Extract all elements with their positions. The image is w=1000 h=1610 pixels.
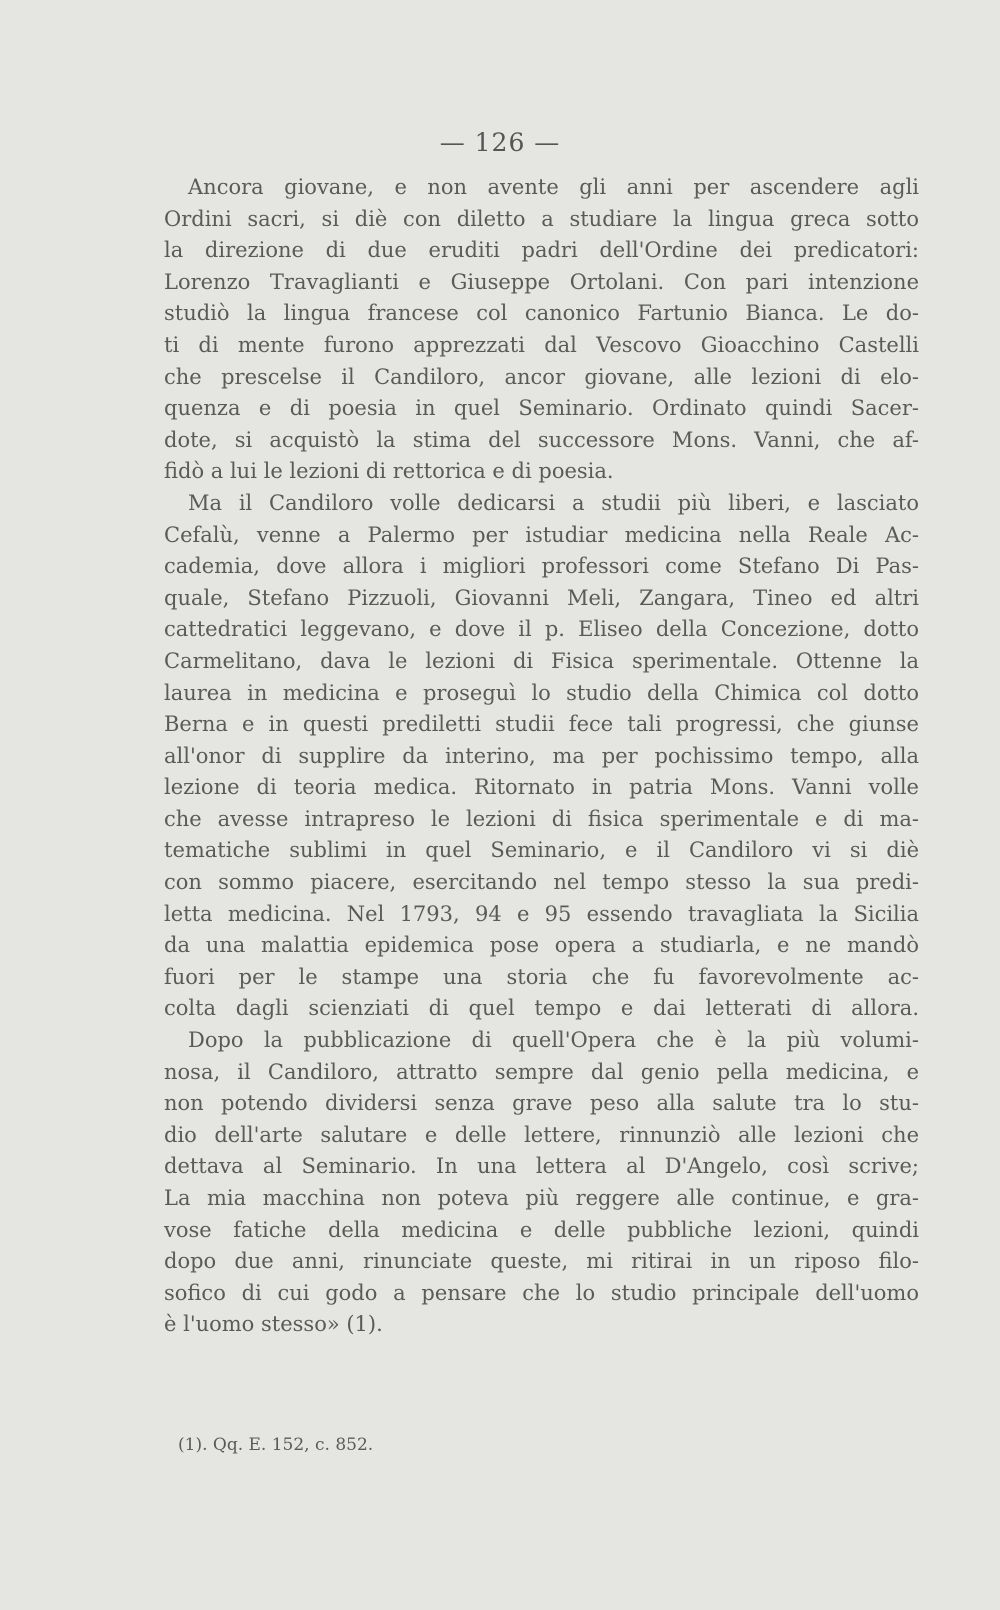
text-line: Ma il Candiloro volle dedicarsi a studii più liberi, e lasciato — [188, 490, 919, 515]
text-line: dio dell'arte salutare e delle lettere, rinnunziò alle lezioni che — [164, 1122, 919, 1147]
text-line: quenza e di poesia in quel Seminario. Ordinato quindi Sacer- — [164, 396, 919, 421]
text-line: tematiche sublimi in quel Seminario, e il Candiloro vi si diè — [164, 838, 919, 863]
text-line: è l'uomo stesso» (1). — [164, 1312, 383, 1337]
text-line: fuori per le stampe una storia che fu favorevolmente ac- — [164, 964, 919, 989]
footnote: (1). Qq. E. 152, c. 852. — [178, 1435, 374, 1455]
text-line: ti di mente furono apprezzati dal Vescovo Gioacchino Castelli — [164, 332, 919, 357]
text-line: cademia, dove allora i migliori professori come Stefano Di Pas- — [164, 554, 919, 579]
text-line: Berna e in questi prediletti studii fece tali progressi, che giunse — [164, 712, 919, 737]
text-line: cattedratici leggevano, e dove il p. Eliseo della Concezione, dotto — [164, 617, 919, 642]
text-line: dettava al Seminario. In una lettera al D'Angelo, così scrive; — [164, 1154, 919, 1179]
page-number: — 126 — — [439, 128, 561, 157]
text-line: letta medicina. Nel 1793, 94 e 95 essendo travagliata la Sicilia — [164, 901, 919, 926]
text-line: La mia macchina non poteva più reggere alle continue, e gra- — [164, 1186, 919, 1210]
text-line: lezione di teoria medica. Ritornato in patria Mons. Vanni volle — [164, 775, 919, 800]
text-line: vose fatiche della medicina e delle pubbliche lezioni, quindi — [164, 1217, 919, 1242]
text-line: dopo due anni, rinunciate queste, mi ritirai in un riposo filo- — [164, 1249, 919, 1274]
text-line: laurea in medicina e proseguì lo studio della Chimica col dotto — [164, 680, 919, 705]
text-line: sofico di cui godo a pensare che lo studio principale dell'uomo — [164, 1280, 919, 1305]
text-line: la direzione di due eruditi padri dell'Ordine dei predicatori: — [164, 238, 919, 263]
body-text — [164, 172, 919, 1341]
text-line: che avesse intrapreso le lezioni di fisica sperimentale e di ma- — [164, 806, 919, 831]
text-line: studiò la lingua francese col canonico Fartunio Bianca. Le do- — [164, 301, 919, 326]
text-line: non potendo dividersi senza grave peso alla salute tra lo stu- — [164, 1091, 919, 1116]
text-line: nosa, il Candiloro, attratto sempre dal genio pella medicina, e — [164, 1059, 919, 1084]
text-line: da una malattia epidemica pose opera a studiarla, e ne mandò — [164, 933, 919, 958]
text-line: Ancora giovane, e non avente gli anni per ascendere agli — [188, 175, 919, 199]
text-line: che prescelse il Candiloro, ancor giovane, alle lezioni di elo- — [164, 364, 919, 389]
text-line: Cefalù, venne a Palermo per istudiar medicina nella Reale Ac- — [164, 522, 919, 547]
text-line: all'onor di supplire da interino, ma per pochissimo tempo, alla — [164, 743, 919, 768]
text-line: colta dagli scienziati di quel tempo e dai letterati di allora. — [164, 996, 919, 1021]
text-line: Ordini sacri, si diè con diletto a studiare la lingua greca sotto — [164, 206, 919, 231]
text-line: fidò a lui le lezioni di rettorica e di poesia. — [164, 459, 614, 484]
text-line: Dopo la pubblicazione di quell'Opera che è la più volumi- — [188, 1028, 919, 1053]
text-line: Lorenzo Travaglianti e Giuseppe Ortolani. Con pari intenzione — [164, 269, 919, 294]
text-line: dote, si acquistò la stima del successore Mons. Vanni, che af- — [164, 427, 919, 452]
text-line: quale, Stefano Pizzuoli, Giovanni Meli, Zangara, Tineo ed altri — [164, 585, 919, 610]
text-line: con sommo piacere, esercitando nel tempo stesso la sua predi- — [164, 870, 919, 895]
text-line: Carmelitano, dava le lezioni di Fisica sperimentale. Ottenne la — [164, 648, 919, 673]
